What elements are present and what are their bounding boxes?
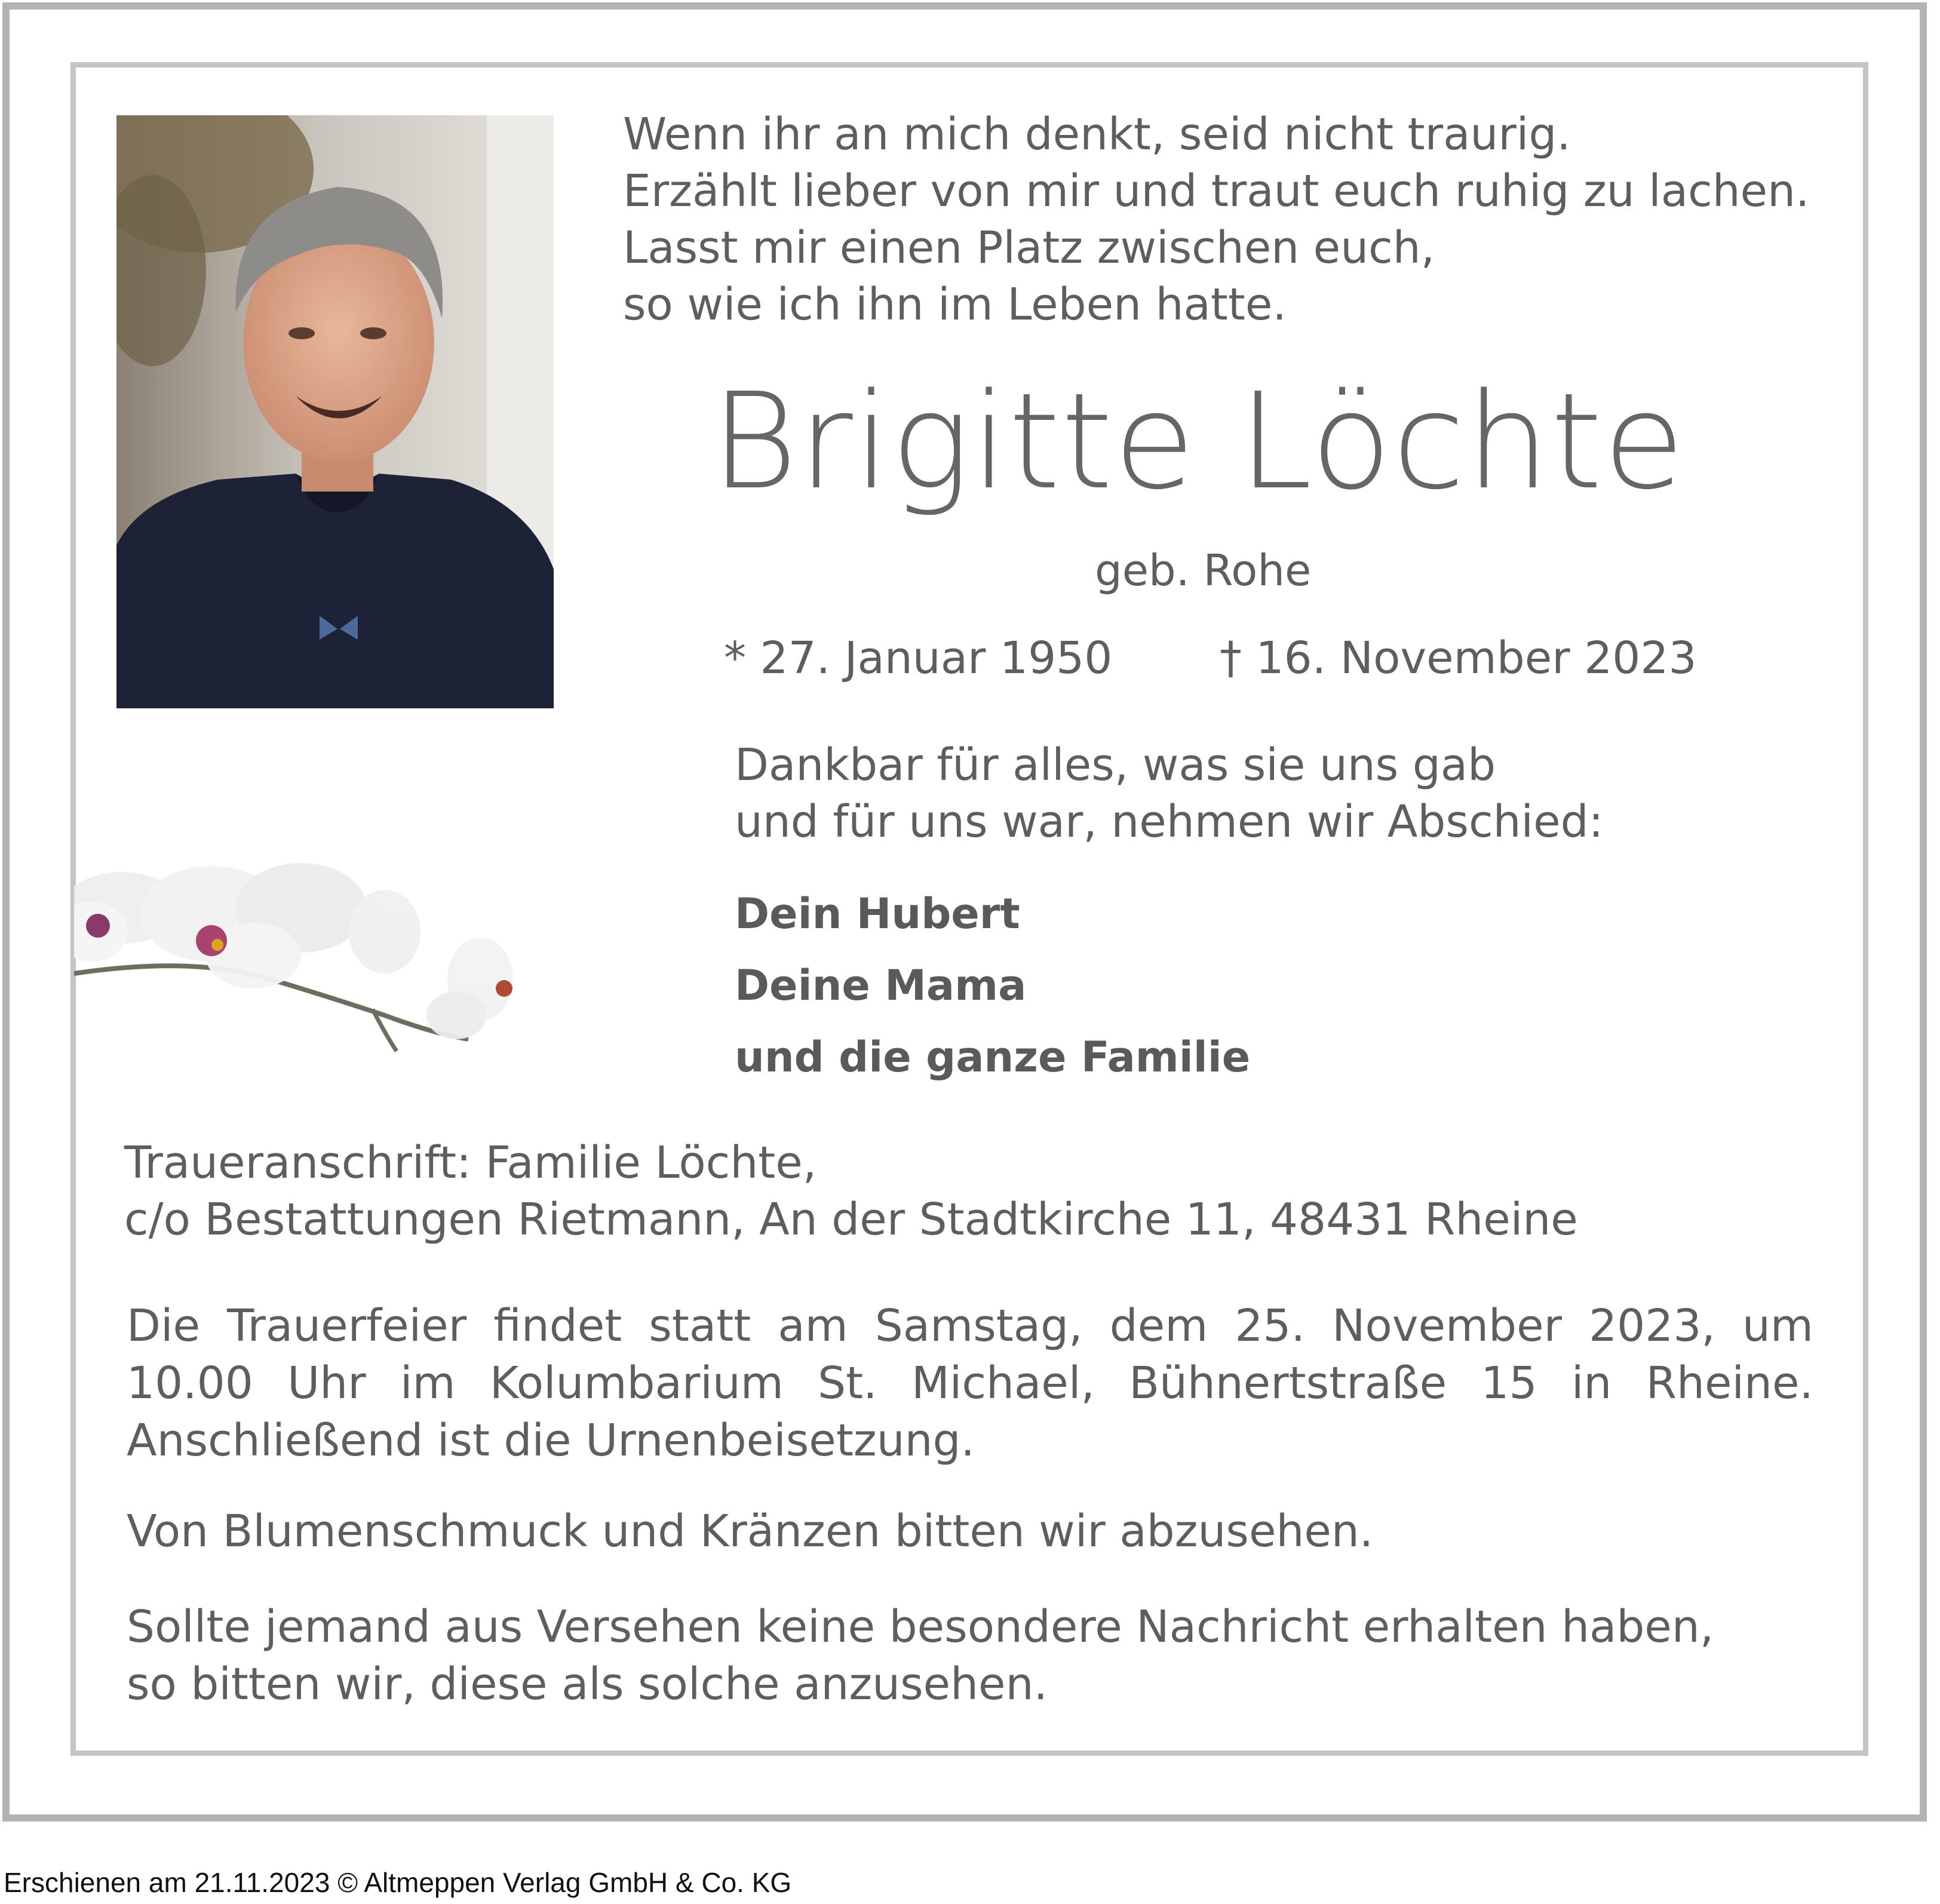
publication-footer: Erschienen am 21.11.2023 © Altmeppen Verlag GmbH & Co. KG — [4, 1867, 792, 1898]
signer: und die ganze Familie — [735, 1033, 1251, 1082]
address-line: c/o Bestattungen Rietmann, An der Stadtkirche 11, 48431 Rheine — [124, 1194, 1578, 1245]
notice-line: Sollte jemand aus Versehen keine besondere Nachricht erhalten haben, — [127, 1601, 1714, 1653]
notice-line: so bitten wir, diese als solche anzusehen. — [127, 1659, 1048, 1710]
signers — [735, 884, 1250, 1099]
signer: Dein Hubert — [735, 889, 1020, 938]
poem-line: Lasst mir einen Platz zwischen euch, — [623, 222, 1435, 274]
ceremony-text: Die Trauerfeier findet statt am Samstag, dem 25. November 2023, um 10.00 Uhr im Kolumbarium St. Michael, Bühnertstraße 15 in Rheine. Anschließend ist die Urnenbeisetzung. — [127, 1300, 1813, 1466]
poem-line: so wie ich ihn im Leben hatte. — [623, 279, 1287, 330]
address-line: Traueranschrift: Familie Löchte, — [124, 1137, 817, 1189]
death-date: † 16. November 2023 — [1220, 632, 1697, 684]
signer: Deine Mama — [735, 961, 1027, 1010]
thanks-text — [735, 737, 1604, 850]
flowers-request: Von Blumenschmuck und Kränzen bitten wir abzusehen. — [127, 1506, 1374, 1557]
thanks-line: Dankbar für alles, was sie uns gab — [735, 739, 1496, 791]
poem-line: Erzählt lieber von mir und traut euch ruhig zu lachen. — [623, 165, 1810, 217]
poem-line: Wenn ihr an mich denkt, seid nicht traurig. — [623, 109, 1571, 160]
birth-date: * 27. Januar 1950 — [724, 632, 1113, 684]
maiden-name: geb. Rohe — [1095, 545, 1312, 595]
thanks-line: und für uns war, nehmen wir Abschied: — [735, 796, 1604, 847]
poem — [623, 106, 1810, 333]
mourning-address — [124, 1135, 1578, 1248]
deceased-name: Brigitte Löchte — [711, 365, 1686, 519]
orchid-illustration — [74, 836, 552, 1069]
notice-text — [127, 1598, 1714, 1713]
portrait-photo — [116, 115, 554, 708]
